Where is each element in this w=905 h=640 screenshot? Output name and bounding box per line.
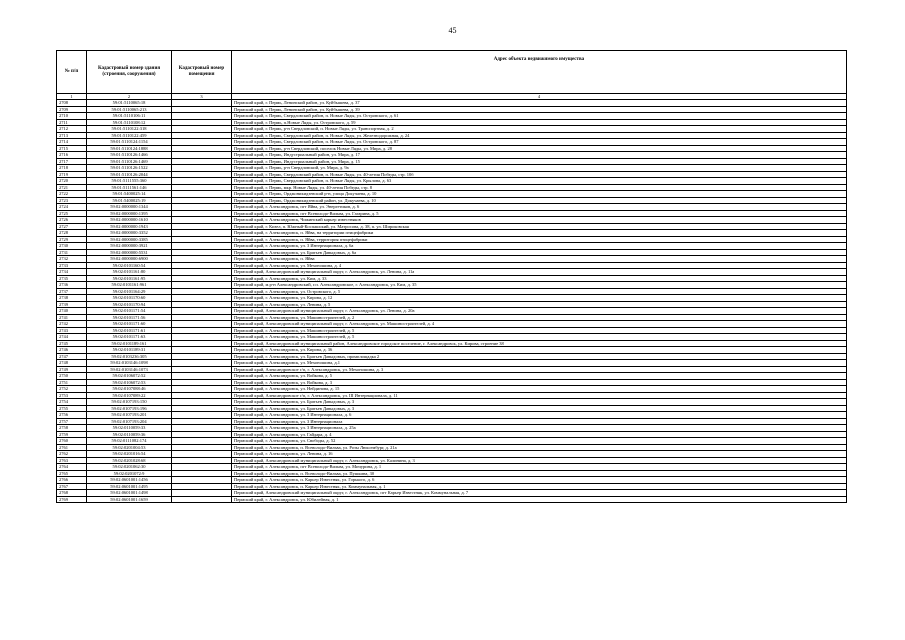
building-cadastral-cell: 59:02:0107193:204	[87, 418, 172, 425]
building-cadastral-cell: 59:02:0601001:1498	[87, 490, 172, 497]
address-cell: Пермский край, г. Пермь, мкр. Новые Ляды, ул. 40-летия Победы, стр. 8	[232, 184, 847, 191]
building-cadastral-cell: 59:02:0201028:68	[87, 457, 172, 464]
row-number-cell: 2751	[57, 379, 87, 386]
address-cell: Пермский край, г. Александровск, ул. Ленина, д. 5	[232, 301, 847, 308]
address-cell: Пермский край, г. Александровск, пгт Всеволодо-Вильва, ул. Гагарина, д. 5	[232, 210, 847, 217]
building-cadastral-cell: 59:02:0110059:36	[87, 431, 172, 438]
header-room-cadastral: Кадастровый номер помещения	[172, 51, 232, 94]
building-cadastral-cell: 59:01:5110126:2044	[87, 171, 172, 178]
address-cell: Пермский край, г. Александровск, ул. Машиностроителей, д. 5	[232, 334, 847, 341]
row-number-cell: 2744	[57, 334, 87, 341]
address-cell: Пермский край, г. Александровск, ул. Ленина, д. 16	[232, 451, 847, 458]
row-number-cell: 2765	[57, 470, 87, 477]
row-number-cell: 2712	[57, 126, 87, 133]
address-cell: Пермский край, г. Пермь, п.Новые Ляды, ул. Островского, д. 59	[232, 119, 847, 126]
row-number-cell: 2720	[57, 178, 87, 185]
row-number-cell: 2708	[57, 100, 87, 107]
column-number: 4	[232, 94, 847, 100]
address-cell: Пермский край, г. Александровск, ул. Нейдинова, д. 15	[232, 386, 847, 393]
building-cadastral-cell: 59:02:0000000:5531	[87, 249, 172, 256]
row-number-cell: 2759	[57, 431, 87, 438]
address-cell: Пермский край, г. Александровск, ул. 3 Интернационала, д. 6а	[232, 243, 847, 250]
address-cell: Пермский край, Александровский муниципальный округ, г. Александровск, ул. Машиностроителей, д. 4	[232, 321, 847, 328]
row-number-cell: 2768	[57, 490, 87, 497]
building-cadastral-cell: 59:02:0107193:196	[87, 405, 172, 412]
building-cadastral-cell: 59:02:0201062:30	[87, 464, 172, 471]
building-cadastral-cell: 59:01:5110126:1469	[87, 158, 172, 165]
building-cadastral-cell: 59:02:0111082:174	[87, 438, 172, 445]
row-number-cell: 2758	[57, 425, 87, 432]
address-cell: Пермский край, г. Александровск, ул. Ким, д. 33	[232, 275, 847, 282]
row-number-cell: 2716	[57, 152, 87, 159]
building-cadastral-cell: 59:02:0101164:29	[87, 288, 172, 295]
address-cell: Пермский край, г. Александровск, ул. Машиностроителей, д. 5	[232, 327, 847, 334]
address-cell: Пермский край, Александровский муниципальный округ, г. Александровск, пгт Карьер Известняк, ул. Коммунальная, д. 7	[232, 490, 847, 497]
address-cell: Пермский край, г. Александровск, п. Карьер Известняк, ул. Горького, д. 6	[232, 477, 847, 484]
row-number-cell: 2747	[57, 353, 87, 360]
building-cadastral-cell: 59:02:0000000:6900	[87, 256, 172, 263]
address-cell: Пермский край, м.р-н Александровский, г.п. Александровское, г. Александровск, ул. Ким, д. 35	[232, 282, 847, 289]
column-number: 1	[57, 94, 87, 100]
building-cadastral-cell: 59:02:0000000:3921	[87, 243, 172, 250]
building-cadastral-cell: 59:02:0101171:60	[87, 321, 172, 328]
address-cell: Пермский край, г. Александровск, пгт Всеволодо-Вильва, ул. Мичурина, д. 1	[232, 464, 847, 471]
building-cadastral-cell: 59:02:0106072:52	[87, 373, 172, 380]
building-cadastral-cell: 59:02:0601001:1659	[87, 496, 172, 503]
building-cadastral-cell: 59:01:5400025:14	[87, 191, 172, 198]
building-cadastral-cell: 59:02:0103236:305	[87, 353, 172, 360]
address-cell: Пермский край, г. Александровск, ул. Кирова, д. 12	[232, 295, 847, 302]
row-number-cell: 2769	[57, 496, 87, 503]
building-cadastral-cell: 59:02:0000000:1610	[87, 217, 172, 224]
row-number-cell: 2742	[57, 321, 87, 328]
row-number-cell: 2738	[57, 295, 87, 302]
building-cadastral-cell: 59:02:0107193:150	[87, 399, 172, 406]
row-number-cell: 2741	[57, 314, 87, 321]
row-number-cell: 2711	[57, 119, 87, 126]
row-number-cell: 2767	[57, 483, 87, 490]
building-cadastral-cell: 59:02:0101171:63	[87, 334, 172, 341]
address-cell: Пермский край, Александровское г/п, г. Александровск, ул. III Интернационала, д. 11	[232, 392, 847, 399]
building-cadastral-cell: 59:02:0101161:961	[87, 282, 172, 289]
building-cadastral-cell: 59:02:0000000:1395	[87, 210, 172, 217]
header-address: Адрес объекта недвижимого имущества	[232, 51, 847, 94]
room-cadastral-cell	[172, 496, 232, 503]
building-cadastral-cell: 59:01:5110106:11	[87, 113, 172, 120]
address-cell: Пермский край, г. Пермь, Свердловский район, п. Новые Ляды, ул. Крылова, д. 63	[232, 178, 847, 185]
building-cadastral-cell: 59:02:0103146:1073	[87, 366, 172, 373]
building-cadastral-cell: 59:02:0101171:56	[87, 314, 172, 321]
header-num: № п/п	[57, 51, 87, 94]
row-number-cell: 2724	[57, 204, 87, 211]
row-number-cell: 2713	[57, 132, 87, 139]
building-cadastral-cell: 59:02:0201004:53	[87, 444, 172, 451]
row-number-cell: 2727	[57, 223, 87, 230]
row-number-cell: 2746	[57, 347, 87, 354]
building-cadastral-cell: 59:01:5110065:18	[87, 100, 172, 107]
building-cadastral-cell: 59:02:0201072:9	[87, 470, 172, 477]
column-number: 3	[172, 94, 232, 100]
row-number-cell: 2728	[57, 230, 87, 237]
address-cell: Пермский край, г. Пермь, Ленинский район, ул. Куйбышева, д. 39	[232, 106, 847, 113]
building-cadastral-cell: 59:02:0107089:22	[87, 392, 172, 399]
address-cell: Пермский край, г. Александровск, п. Всеволодо-Вильва, ул. Пушкина, 30	[232, 470, 847, 477]
address-cell: Пермский край, г. Александровск, ул. Гайдара, д. 4	[232, 431, 847, 438]
address-cell: Пермский край, г. Пермь, р-н Свердловский, п. Новые Ляды, ул. Транспортная, д. 2	[232, 126, 847, 133]
address-cell: Пермский край, г. Пермь, Индустриальный район, ул. Мира, д. 15	[232, 158, 847, 165]
address-cell: Пермский край, г. Александровск, ул. Мехоношина, д. 4	[232, 262, 847, 269]
row-number-cell: 2756	[57, 412, 87, 419]
building-cadastral-cell: 59:01:5110122:318	[87, 126, 172, 133]
building-cadastral-cell: 59:01:5110124:1888	[87, 145, 172, 152]
row-number-cell: 2749	[57, 366, 87, 373]
address-cell: Пермский край, г. Пермь, Ленинский район, ул. Куйбышева, д. 37	[232, 100, 847, 107]
address-cell: Пермский край, г. Александровск, пгт Яйва, ул. Энергетиков, д. 6	[232, 204, 847, 211]
address-cell: Пермский край, г. Александровск, п. Яйва	[232, 256, 847, 263]
address-cell: Пермский край, г. Александровск, ул. 3 Интернационала	[232, 418, 847, 425]
building-cadastral-cell: 59:02:0101170:94	[87, 301, 172, 308]
row-number-cell: 2732	[57, 256, 87, 263]
address-cell: Пермский край, Александровское г/п, г. Александровск, ул. Мехоношина, д. 3	[232, 366, 847, 373]
row-number-cell: 2766	[57, 477, 87, 484]
building-cadastral-cell: 59:01:5111561:146	[87, 184, 172, 191]
row-number-cell: 2761	[57, 444, 87, 451]
address-cell: Пермский край, г. Александровск, п. Всеволодо-Вильва, ул. Розы Люксембург, д. 21а	[232, 444, 847, 451]
row-number-cell: 2748	[57, 360, 87, 367]
address-cell: Пермский край, г. Александровск, ул. Островского, д. 5	[232, 288, 847, 295]
row-number-cell: 2721	[57, 184, 87, 191]
row-number-cell: 2731	[57, 249, 87, 256]
address-cell: Пермский край, Александровский муниципальный округ, г. Александровск, ул. Калинина, д. 3	[232, 457, 847, 464]
row-number-cell: 2722	[57, 191, 87, 198]
building-cadastral-cell: 59:01:5110122:459	[87, 132, 172, 139]
building-cadastral-cell: 59:01:5110065:213	[87, 106, 172, 113]
row-number-cell: 2736	[57, 282, 87, 289]
address-cell: Пермский край, г. Пермь, Орджоникидзевский район, ул. Докучаева, д. 10	[232, 197, 847, 204]
row-number-cell: 2763	[57, 457, 87, 464]
row-number-cell: 2726	[57, 217, 87, 224]
address-cell: Пермский край, г. Александровск, ул. Войкова, д. 5	[232, 373, 847, 380]
address-cell: Пермский край, г. Пермь, р-н Свердловский, ул. Мира, д. 9а	[232, 165, 847, 172]
address-cell: Пермский край, г. Александровск, п. Карьер Известняк, ул. Коммунальная, д. 1	[232, 483, 847, 490]
row-number-cell: 2755	[57, 405, 87, 412]
page-number: 45	[448, 26, 457, 35]
building-cadastral-cell: 59:02:0101189:161	[87, 340, 172, 347]
row-number-cell: 2735	[57, 275, 87, 282]
row-number-cell: 2718	[57, 165, 87, 172]
building-cadastral-cell: 59:02:0201016:54	[87, 451, 172, 458]
building-cadastral-cell: 59:02:0101171:61	[87, 327, 172, 334]
row-number-cell: 2710	[57, 113, 87, 120]
building-cadastral-cell: 59:02:0601001:1456	[87, 477, 172, 484]
address-cell: Пермский край, Александровский муниципальный округ, г. Александровск, ул. Ленина, д. 11а	[232, 269, 847, 276]
address-cell: Пермский край, г. Александровск, ул. Кирова, д. 36	[232, 347, 847, 354]
building-cadastral-cell: 59:02:0101171:54	[87, 308, 172, 315]
address-cell: Пермский край, г. Александровск, п. Яйва, территория птицефабрики	[232, 236, 847, 243]
building-cadastral-cell: 59:02:0000000:1344	[87, 204, 172, 211]
property-registry-table	[56, 50, 847, 503]
address-cell: Пермский край, Александровский муниципальный район, Александровское городское поселение, г. Александровск, ул. Кирова, строение 38	[232, 340, 847, 347]
building-cadastral-cell: 59:02:0000000:3352	[87, 230, 172, 237]
column-number: 2	[87, 94, 172, 100]
row-number-cell: 2715	[57, 145, 87, 152]
address-cell: Пермский край, г. Александровск, ул. Братьев Давыдовых, д. 3	[232, 405, 847, 412]
address-cell: Пермский край, г. Александровск, Чижинский карьер известняков	[232, 217, 847, 224]
building-cadastral-cell: 59:02:0101161:80	[87, 269, 172, 276]
row-number-cell: 2754	[57, 399, 87, 406]
building-cadastral-cell: 59:02:0601001:1495	[87, 483, 172, 490]
address-cell: Пермский край, г. Пермь, Свердловский район, п. Новые Ляды, ул. Островского, д. 87	[232, 139, 847, 146]
row-number-cell: 2762	[57, 451, 87, 458]
row-number-cell: 2739	[57, 301, 87, 308]
row-number-cell: 2734	[57, 269, 87, 276]
address-cell: Пермский край, г. Александровск, ул. Братьев Давыдовых, д. 6а	[232, 249, 847, 256]
address-cell: Пермский край, г. Пермь, Орджоникидзевский р-н, улица Докучаева, д. 10	[232, 191, 847, 198]
building-cadastral-cell: 59:02:0106072:53	[87, 379, 172, 386]
address-cell: Пермский край, Александровский муниципальный округ, г. Александровск, ул. Ленина, д. 20а	[232, 308, 847, 315]
building-cadastral-cell: 59:02:0101160:54	[87, 262, 172, 269]
building-cadastral-cell: 59:02:0110059:33	[87, 425, 172, 432]
address-cell: Пермский край, г. Александровск, ул. Мехоношина, д.1	[232, 360, 847, 367]
building-cadastral-cell: 59:02:0000000:3385	[87, 236, 172, 243]
row-number-cell: 2740	[57, 308, 87, 315]
row-number-cell: 2717	[57, 158, 87, 165]
address-cell: Пермский край, г. Александровск, ул. Свободы, д. 52	[232, 438, 847, 445]
row-number-cell: 2752	[57, 386, 87, 393]
row-number-cell: 2719	[57, 171, 87, 178]
address-cell: Пермский край, г. Александровск, ул. Войкова, д. 3	[232, 379, 847, 386]
address-cell: Пермский край, г. Александровск, ул. 3 Интернационала, д. 6	[232, 412, 847, 419]
building-cadastral-cell: 59:02:0101189:31	[87, 347, 172, 354]
row-number-cell: 2750	[57, 373, 87, 380]
address-cell: Пермский край, г. Пермь, р-н Свердловский, поселок Новые Ляды, ул. Мира, д. 28	[232, 145, 847, 152]
address-cell: Пермский край, г. Александровск, ул. Юбилейная, д. 1	[232, 496, 847, 503]
row-number-cell: 2743	[57, 327, 87, 334]
row-number-cell: 2760	[57, 438, 87, 445]
building-cadastral-cell: 59:02:0107193:201	[87, 412, 172, 419]
row-number-cell: 2733	[57, 262, 87, 269]
address-cell: Пермский край, г. Пермь, Свердловский район, п. Новые Ляды, ул. Островского, д. 61	[232, 113, 847, 120]
building-cadastral-cell: 59:02:0000000:1943	[87, 223, 172, 230]
building-cadastral-cell: 59:01:5110126:1522	[87, 165, 172, 172]
address-cell: Пермский край, г. Александровск, ул. Машиностроителей, д. 2	[232, 314, 847, 321]
row-number-cell: 2714	[57, 139, 87, 146]
row-number-cell: 2729	[57, 236, 87, 243]
building-cadastral-cell: 59:01:5400025:19	[87, 197, 172, 204]
building-cadastral-cell: 59:01:5110108:12	[87, 119, 172, 126]
building-cadastral-cell: 59:02:0103146:1098	[87, 360, 172, 367]
address-cell: Пермский край, г. Пермь, Свердловский район, п. Новые Ляды, ул. Железнодорожная, д. 24	[232, 132, 847, 139]
row-number-cell: 2723	[57, 197, 87, 204]
table-body	[57, 100, 847, 503]
building-cadastral-cell: 59:01:5111555:360	[87, 178, 172, 185]
row-number-cell: 2709	[57, 106, 87, 113]
header-building-cadastral: Кадастровый номер здания (строения, сооружения)	[87, 51, 172, 94]
address-cell: Пермский край, г. Александровск, п. Яйва, на территории птицефабрики	[232, 230, 847, 237]
row-number-cell: 2730	[57, 243, 87, 250]
building-cadastral-cell: 59:01:5110126:1466	[87, 152, 172, 159]
building-cadastral-cell: 59:02:0107088:46	[87, 386, 172, 393]
row-number-cell: 2764	[57, 464, 87, 471]
row-number-cell: 2737	[57, 288, 87, 295]
building-cadastral-cell: 59:02:0101170:60	[87, 295, 172, 302]
row-number-cell: 2745	[57, 340, 87, 347]
building-cadastral-cell: 59:01:5110124:1154	[87, 139, 172, 146]
row-number-cell: 2725	[57, 210, 87, 217]
table-row	[57, 496, 847, 503]
row-number-cell: 2753	[57, 392, 87, 399]
address-cell: Пермский край, г. Александровск, ул. 3 Интернационала, д. 25а	[232, 425, 847, 432]
building-cadastral-cell: 59:02:0101161:95	[87, 275, 172, 282]
address-cell: Пермский край, г. Александровск, ул. Братьев Давыдовых, промплощадка 2	[232, 353, 847, 360]
address-cell: Пермский край, г. Пермь, Свердловский район, п. Новые Ляды, ул. 40-летия Победы, стр. 10б	[232, 171, 847, 178]
header-row	[57, 51, 847, 94]
address-cell: Пермский край, г. Кизел, п. Южный-Коспашский, ул. Матросова, д. 38, п. ул. Широковская	[232, 223, 847, 230]
address-cell: Пермский край, г. Пермь, Индустриальный район, ул. Мира, д. 17	[232, 152, 847, 159]
address-cell: Пермский край, г. Александровск, ул. Братьев Давыдовых, д. 3	[232, 399, 847, 406]
row-number-cell: 2757	[57, 418, 87, 425]
